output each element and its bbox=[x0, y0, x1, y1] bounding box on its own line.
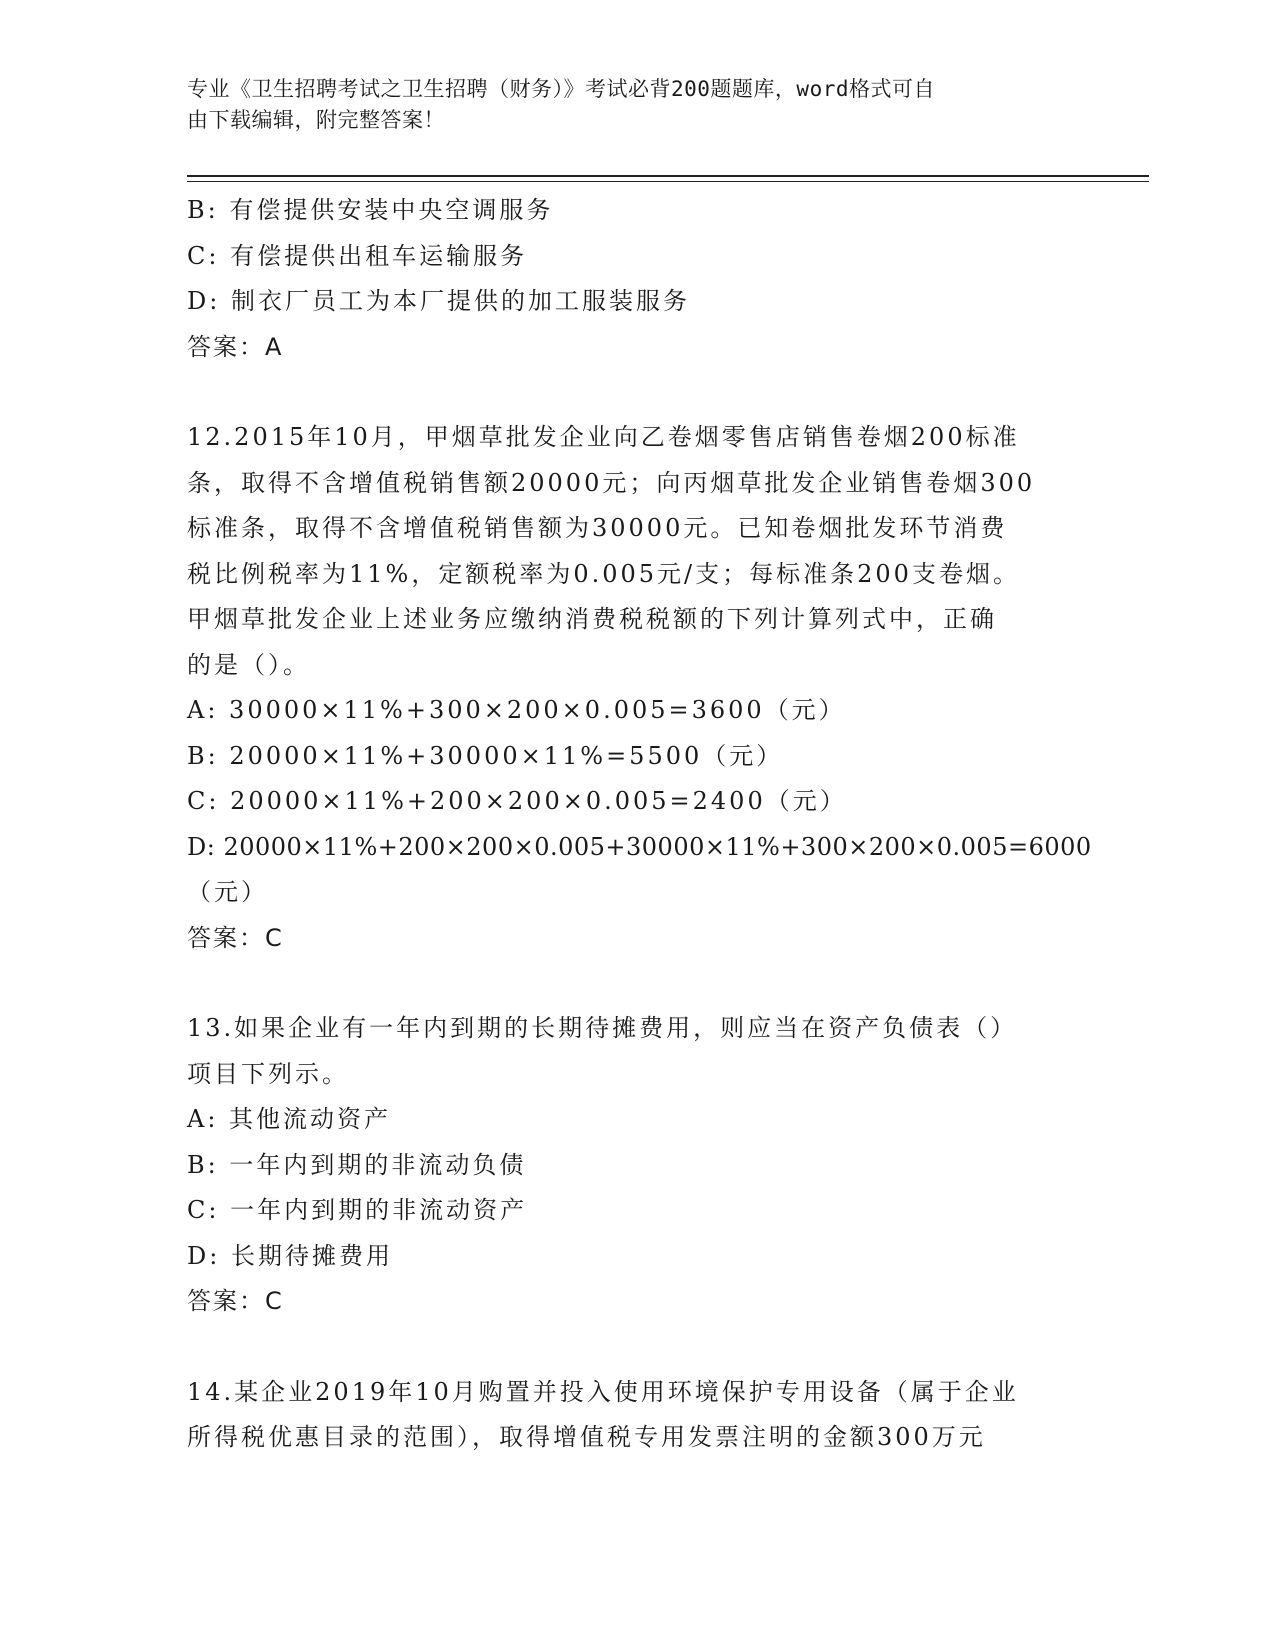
header-line-2: 由下载编辑，附完整答案！ bbox=[187, 108, 445, 132]
question-11 bbox=[187, 188, 1087, 370]
q11-option-b: B: 有偿提供安装中央空调服务 bbox=[187, 196, 554, 224]
q12-text-line: 条，取得不含增值税销售额20000元；向丙烟草批发企业销售卷烟300 bbox=[187, 468, 1036, 497]
question-gap bbox=[187, 370, 1087, 415]
q13-option-c: C: 一年内到期的非流动资产 bbox=[187, 1196, 528, 1224]
document-body bbox=[187, 188, 1092, 1461]
q12-text-line: 12.2015年10月，甲烟草批发企业向乙卷烟零售店销售卷烟200标准 bbox=[187, 423, 1020, 451]
document-header bbox=[187, 74, 1087, 136]
q12-text-line: 的是（）。 bbox=[187, 650, 310, 679]
header-rule-thin bbox=[187, 181, 1149, 182]
q14-text-line: 所得税优惠目录的范围），取得增值税专用发票注明的金额300万元 bbox=[187, 1423, 986, 1451]
question-14 bbox=[187, 1370, 1087, 1461]
question-gap bbox=[187, 961, 1087, 1006]
q11-option-d: D: 制衣厂员工为本厂提供的加工服装服务 bbox=[187, 287, 690, 315]
question-gap bbox=[187, 1325, 1087, 1370]
q12-option-c: C: 20000×11%+200×200×0.005=2400（元） bbox=[187, 787, 847, 815]
question-13 bbox=[187, 1006, 1087, 1325]
header-rule-thick bbox=[187, 175, 1149, 177]
q12-text-line: 税比例税率为11%，定额税率为0.005元/支；每标准条200支卷烟。 bbox=[187, 559, 1020, 588]
q13-text-line: 项目下列示。 bbox=[187, 1059, 349, 1088]
q11-option-c: C: 有偿提供出租车运输服务 bbox=[187, 241, 528, 270]
q12-answer: 答案：C bbox=[187, 923, 284, 952]
q11-answer: 答案：A bbox=[187, 332, 284, 361]
q13-text-line: 13.如果企业有一年内到期的长期待摊费用，则应当在资产负债表（） bbox=[187, 1014, 1018, 1042]
q12-text-line: 甲烟草批发企业上述业务应缴纳消费税税额的下列计算列式中，正确 bbox=[187, 605, 997, 633]
question-12 bbox=[187, 415, 1092, 961]
q13-option-a: A: 其他流动资产 bbox=[187, 1105, 392, 1133]
q13-answer: 答案：C bbox=[187, 1287, 284, 1315]
q12-option-d-continued: （元） bbox=[187, 878, 268, 906]
q12-option-d: D: 20000×11%+200×200×0.005+30000×11%+300×200×0.005=6000 bbox=[187, 832, 1092, 861]
q14-text-line: 14.某企业2019年10月购置并投入使用环境保护专用设备（属于企业 bbox=[187, 1377, 1019, 1406]
header-line-1: 专业《卫生招聘考试之卫生招聘（财务）》考试必背200题题库，word格式可自 bbox=[187, 77, 935, 101]
q13-option-b: B: 一年内到期的非流动负债 bbox=[187, 1150, 527, 1179]
q12-option-b: B: 20000×11%+30000×11%=5500（元） bbox=[187, 741, 784, 770]
q13-option-d: D: 长期待摊费用 bbox=[187, 1241, 393, 1270]
q12-text-line: 标准条，取得不含增值税销售额为30000元。已知卷烟批发环节消费 bbox=[187, 514, 1008, 542]
q12-option-a: A: 30000×11%+300×200×0.005=3600（元） bbox=[187, 696, 846, 724]
